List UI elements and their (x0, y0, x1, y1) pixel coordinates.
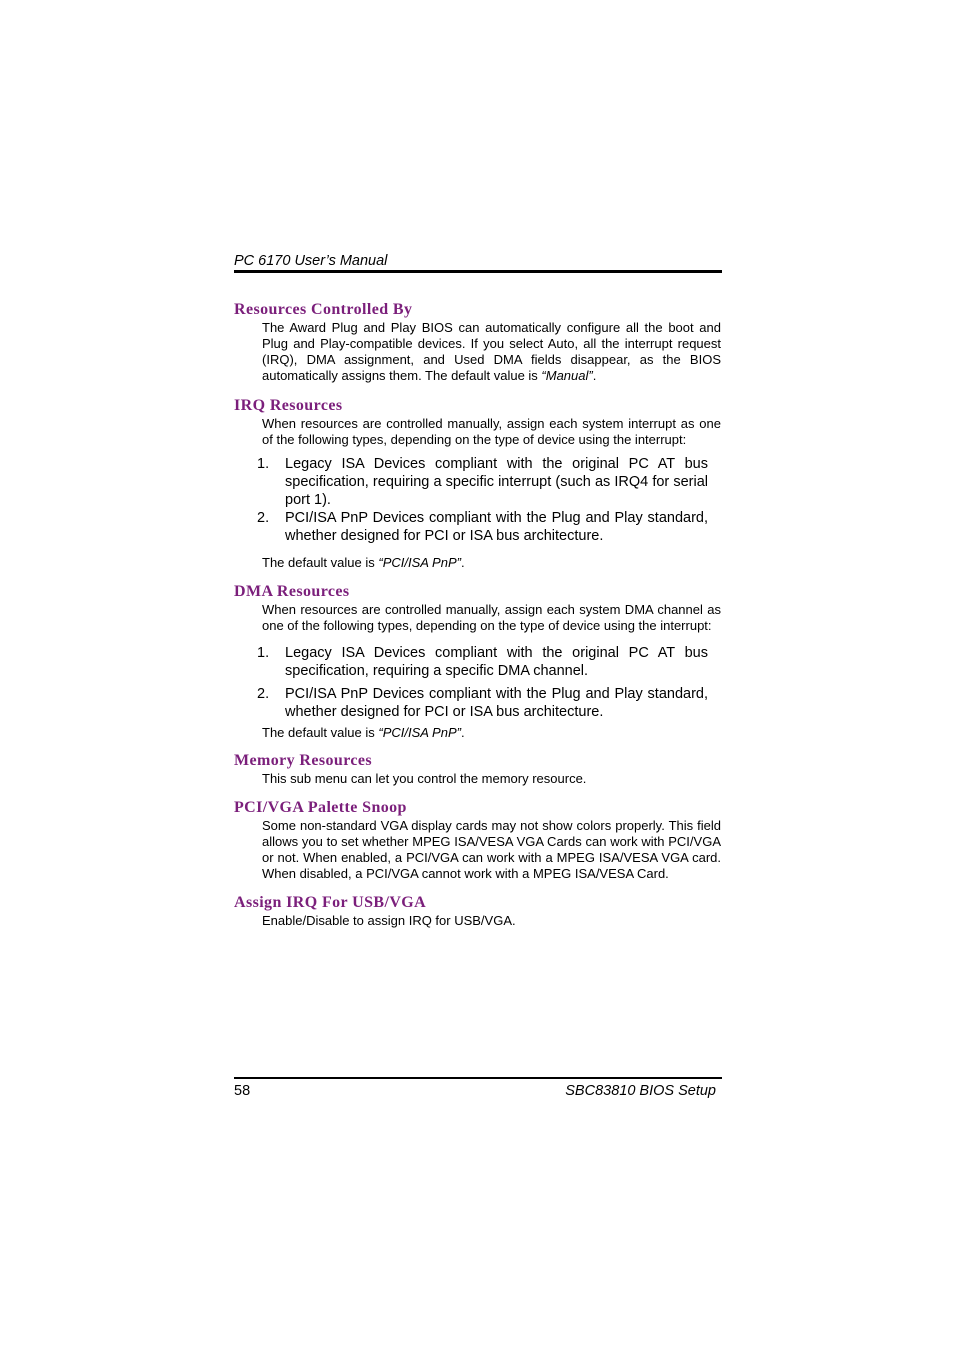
header-rule (234, 270, 722, 273)
section-text-assign-irq-usb-vga: Enable/Disable to assign IRQ for USB/VGA. (262, 913, 516, 928)
section-text-memory-resources: This sub menu can let you control the memory resource. (262, 771, 587, 786)
dma-types-list (234, 644, 708, 721)
dma-default-value (262, 725, 722, 741)
list-item-number: 1. (257, 645, 270, 661)
list-item-text: PCI/ISA PnP Devices compliant with the Plug and Play standard, whether designed for PCI or ISA bus architecture. (285, 686, 708, 720)
list-item-number: 2. (257, 686, 270, 702)
running-header: PC 6170 User’s Manual (234, 253, 388, 269)
page-number: 58 (234, 1083, 251, 1099)
list-item (234, 644, 708, 680)
default-value: “PCI/ISA PnP” (378, 555, 461, 570)
section-title-resources-controlled-by: Resources Controlled By (234, 301, 413, 318)
section-title-irq-resources: IRQ Resources (234, 397, 343, 414)
default-value: “PCI/ISA PnP” (378, 725, 461, 740)
default-prefix: The default value is (262, 555, 379, 570)
default-end: . (460, 555, 465, 570)
section-title-assign-irq-usb-vga: Assign IRQ For USB/VGA (234, 894, 427, 911)
section-title-dma-resources: DMA Resources (234, 583, 350, 600)
resources-end: . (592, 368, 597, 383)
irq-types-list (234, 455, 708, 545)
list-item-text: PCI/ISA PnP Devices compliant with the Plug and Play standard, whether designed for PCI or ISA bus architecture. (285, 510, 708, 544)
section-text-dma-resources: When resources are controlled manually, assign each system DMA channel as one of the following types, depending on the type of device using the interrupt: (262, 602, 721, 633)
section-title-pci-vga-palette-snoop: PCI/VGA Palette Snoop (234, 799, 407, 816)
default-end: . (460, 725, 465, 740)
section-text-pci-vga-palette-snoop: Some non-standard VGA display cards may not show colors properly. This field allows you to set whether MPEG ISA/VESA VGA Cards can work with PCI/VGA or not. When enabled, a PCI/VGA can work with a MPEG ISA/VESA VGA card. When disabled, a PCI/VGA cannot work with a MPEG ISA/VESA Card. (262, 818, 721, 881)
footer-rule (234, 1077, 722, 1079)
list-item (234, 509, 708, 545)
section-title-memory-resources: Memory Resources (234, 752, 373, 769)
list-item-text: Legacy ISA Devices compliant with the original PC AT bus specification, requiring a specific interrupt (such as IRQ4 for serial port 1). (285, 456, 708, 508)
list-item-text: Legacy ISA Devices compliant with the original PC AT bus specification, requiring a specific DMA channel. (285, 645, 708, 679)
list-item (234, 685, 708, 721)
list-item-number: 2. (257, 510, 270, 526)
chapter-title: SBC83810 BIOS Setup (565, 1083, 716, 1099)
section-text-resources-controlled-by (262, 320, 721, 384)
resources-text: The Award Plug and Play BIOS can automatically configure all the boot and Plug and Play-compatible devices. If you select Auto, all the interrupt request (IRQ), DMA assignment, and Used DMA fields disappear, as the BIOS automatically assigns them. The default value is (262, 320, 721, 383)
page-content (234, 300, 722, 929)
resources-default-value: “Manual” (541, 368, 593, 383)
default-prefix: The default value is (262, 725, 379, 740)
list-item-number: 1. (257, 456, 270, 472)
list-item (234, 455, 708, 509)
section-text-irq-resources: When resources are controlled manually, assign each system interrupt as one of the following types, depending on the type of device using the interrupt: (262, 416, 721, 447)
irq-default-value (262, 555, 722, 571)
